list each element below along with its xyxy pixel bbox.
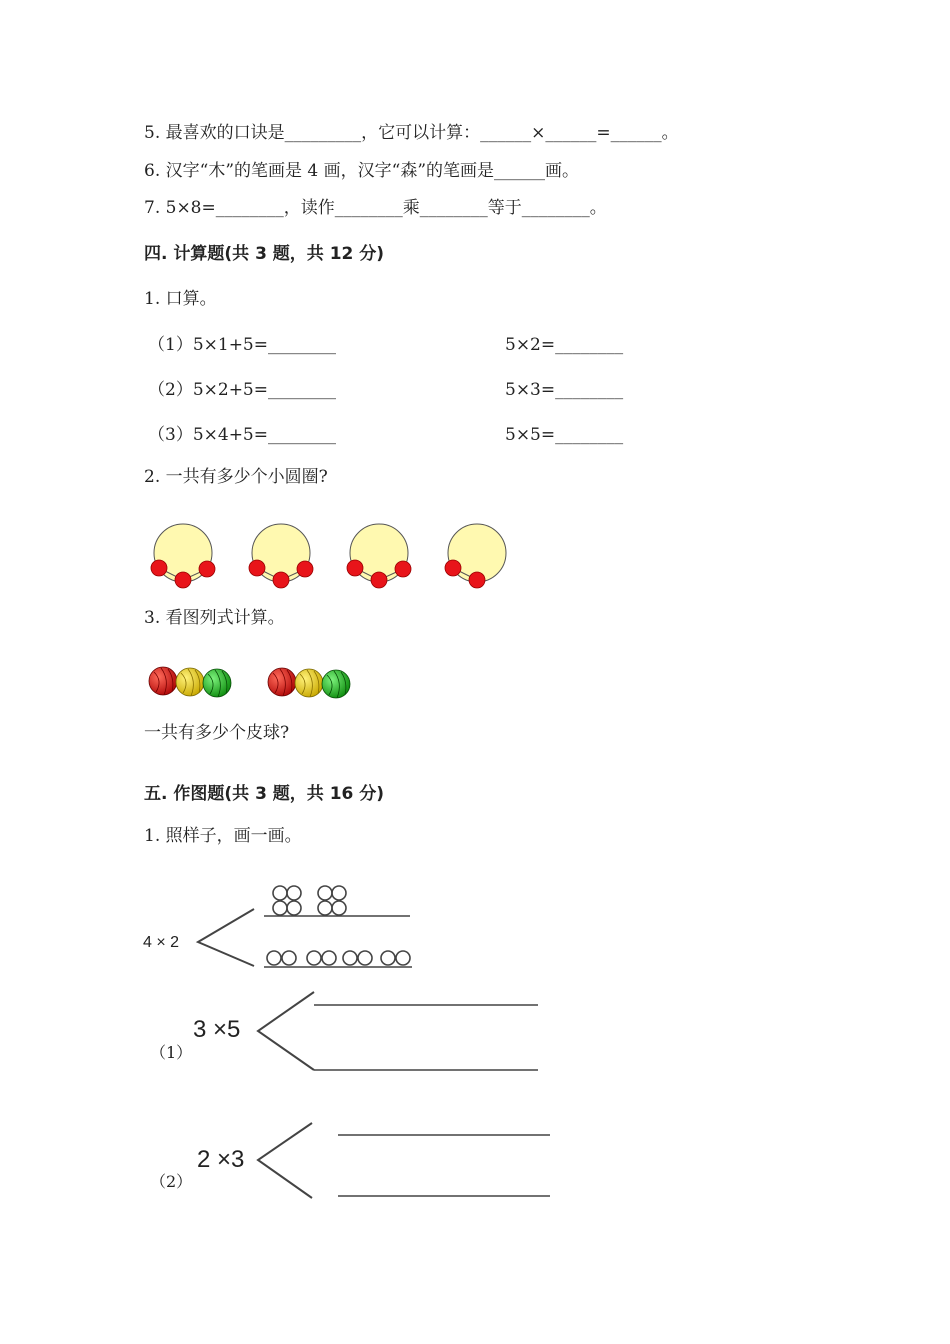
- s5-q1-title: 1. 照样子，画一画。: [144, 826, 302, 846]
- circle-group-3: [347, 524, 411, 588]
- item-2-figure: [250, 1120, 560, 1210]
- question-5: 5. 最喜欢的口诀是_________，它可以计算：______×______=______。: [144, 123, 679, 143]
- ball-group-1: [149, 667, 231, 697]
- q3-question: 一共有多少个皮球?: [144, 723, 290, 743]
- item-2-label: （2）: [150, 1172, 193, 1191]
- q1-title: 1. 口算。: [144, 289, 217, 309]
- calc-row-1-left: （1）5×1+5=________: [148, 335, 336, 355]
- question-6: 6. 汉字“木”的笔画是 4 画，汉字“森”的笔画是______画。: [144, 161, 580, 181]
- example-circles-bottom: [267, 951, 410, 965]
- circle-group-1: [151, 524, 215, 588]
- circle-group-4: [445, 524, 506, 588]
- item-1-label: （1）: [150, 1043, 193, 1062]
- calc-row-1-right: 5×2=________: [505, 335, 624, 355]
- calc-row-3-right: 5×5=________: [505, 425, 624, 445]
- section-5-title: 五. 作图题(共 3 题，共 16 分): [144, 784, 385, 804]
- circle-group-2: [249, 524, 313, 588]
- item-2-expression: 2 ×3: [197, 1146, 245, 1173]
- calc-row-2-right: 5×3=________: [505, 380, 624, 400]
- section-4-title: 四. 计算题(共 3 题，共 12 分): [144, 244, 385, 264]
- circle-groups-figure: [140, 520, 560, 600]
- balls-figure: [148, 664, 378, 704]
- example-expression: 4 × 2: [143, 934, 180, 951]
- calc-row-3-left: （3）5×4+5=________: [148, 425, 336, 445]
- example-figure: [190, 882, 470, 982]
- item-1-figure: [250, 990, 550, 1080]
- ball-group-2: [268, 668, 350, 698]
- q3-title: 3. 看图列式计算。: [144, 608, 285, 628]
- item-1-expression: 3 ×5: [193, 1016, 241, 1043]
- calc-row-2-left: （2）5×2+5=________: [148, 380, 336, 400]
- example-circles-top: [273, 886, 346, 915]
- q2-title: 2. 一共有多少个小圆圈?: [144, 467, 328, 487]
- question-7: 7. 5×8=________，读作________乘________等于________。: [144, 198, 607, 218]
